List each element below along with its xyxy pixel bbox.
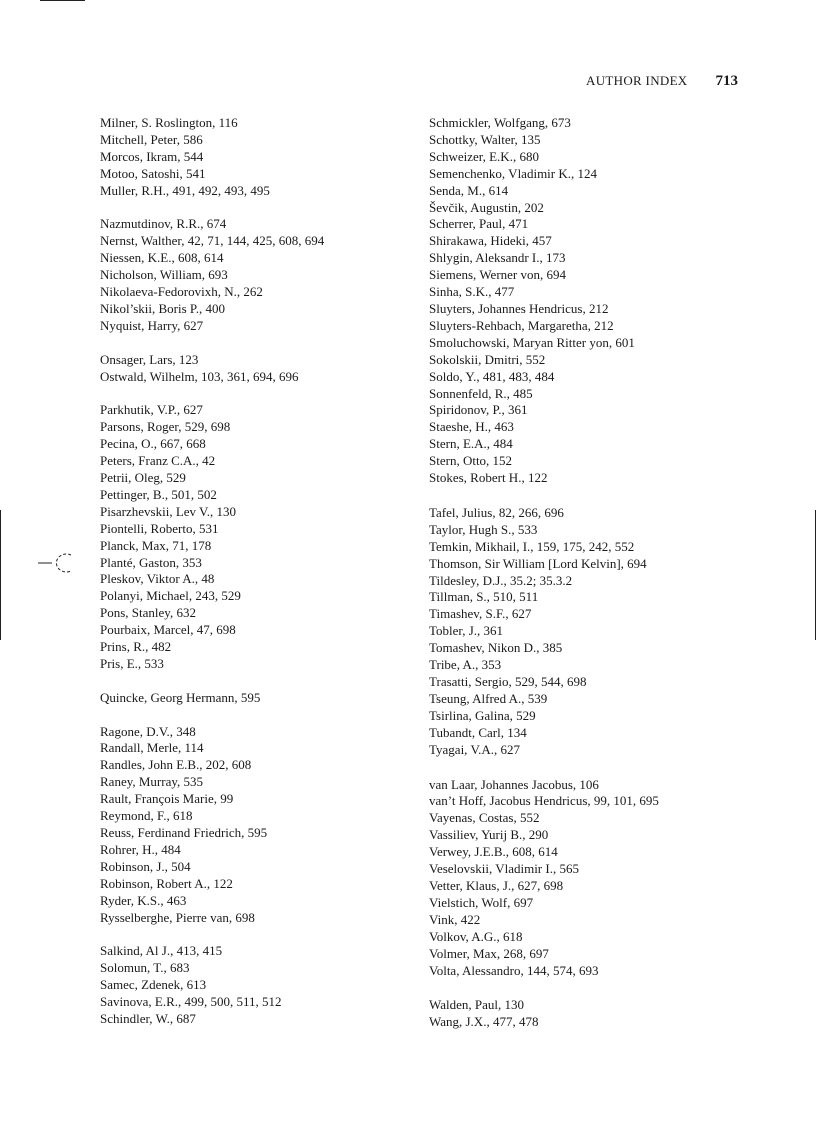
index-entry: Pris, E., 533 <box>100 655 164 671</box>
page-header <box>0 73 738 90</box>
index-entry: Schindler, W., 687 <box>100 1010 196 1026</box>
index-entry: Nikolaeva-Fedorovixh, N., 262 <box>100 284 263 300</box>
index-entry: Wang, J.X., 477, 478 <box>429 1014 539 1030</box>
index-entry: Robinson, J., 504 <box>100 858 191 874</box>
index-letter-group <box>100 216 410 334</box>
index-entry: Staeshe, H., 463 <box>429 419 514 435</box>
index-entry: Schmickler, Wolfgang, 673 <box>429 115 571 130</box>
index-entry: Sluyters-Rehbach, Margaretha, 212 <box>429 317 614 333</box>
index-entry: Spiridonov, P., 361 <box>429 402 528 418</box>
index-entry: Nernst, Walther, 42, 71, 144, 425, 608, 694 <box>100 233 325 249</box>
index-entry: Nyquist, Harry, 627 <box>100 317 204 333</box>
index-letter-group <box>100 724 410 927</box>
index-letter-group <box>429 115 749 487</box>
registration-mark-icon <box>38 551 78 575</box>
index-entry: Piontelli, Roberto, 531 <box>100 520 219 536</box>
index-letter-group <box>100 352 410 386</box>
index-entry: Sonnenfeld, R., 485 <box>429 385 533 401</box>
index-entry: Schweizer, E.K., 680 <box>429 148 539 164</box>
index-entry: Samec, Zdenek, 613 <box>100 977 207 993</box>
index-entry: Volkov, A.G., 618 <box>429 928 523 944</box>
index-entry: Tomashev, Nikon D., 385 <box>429 640 563 656</box>
index-entry: Salkind, Al J., 413, 415 <box>100 943 223 959</box>
crop-mark-top <box>40 0 85 1</box>
index-entry: Polanyi, Michael, 243, 529 <box>100 588 241 604</box>
index-entry: Ševčik, Augustin, 202 <box>429 199 544 215</box>
index-entry: Tubandt, Carl, 134 <box>429 724 527 740</box>
index-entry: Tseung, Alfred A., 539 <box>429 690 548 706</box>
index-entry: Vink, 422 <box>429 911 481 927</box>
index-entry: Shlygin, Aleksandr I., 173 <box>429 250 566 266</box>
index-entry: Soldo, Y., 481, 483, 484 <box>429 368 555 384</box>
index-entry: Milner, S. Roslington, 116 <box>100 115 238 130</box>
index-entry: Stern, E.A., 484 <box>429 436 513 452</box>
index-entry: Planck, Max, 71, 178 <box>100 537 212 553</box>
index-entry: Petrii, Oleg, 529 <box>100 469 186 485</box>
index-entry: Onsager, Lars, 123 <box>100 351 199 367</box>
index-entry: van’t Hoff, Jacobus Hendricus, 99, 101, 695 <box>429 793 659 809</box>
index-entry: Tribe, A., 353 <box>429 657 502 673</box>
index-entry: Schottky, Walter, 135 <box>429 131 541 147</box>
index-entry: Raney, Murray, 535 <box>100 774 204 790</box>
index-entry: Sinha, S.K., 477 <box>429 284 515 300</box>
index-entry: Sokolskii, Dmitri, 552 <box>429 351 546 367</box>
index-entry: Vassiliev, Yurij B., 290 <box>429 827 549 843</box>
index-entry: Tsirlina, Galina, 529 <box>429 707 536 723</box>
index-entry: Parkhutik, V.P., 627 <box>100 402 203 418</box>
index-entry: Mitchell, Peter, 586 <box>100 131 203 147</box>
index-entry: Pettinger, B., 501, 502 <box>100 486 217 502</box>
edge-line-left <box>0 510 1 640</box>
index-entry: Taylor, Hugh S., 533 <box>429 521 538 537</box>
index-entry: Randall, Merle, 114 <box>100 740 204 756</box>
index-entry: Smoluchowski, Maryan Ritter yon, 601 <box>429 334 635 350</box>
index-entry: Reuss, Ferdinand Friedrich, 595 <box>100 824 268 840</box>
index-entry: Thomson, Sir William [Lord Kelvin], 694 <box>429 555 647 571</box>
index-entry: Timashev, S.F., 627 <box>429 606 532 622</box>
index-letter-group <box>100 690 410 707</box>
index-entry: Muller, R.H., 491, 492, 493, 495 <box>100 182 270 198</box>
index-entry: Volta, Alessandro, 144, 574, 693 <box>429 962 599 978</box>
index-entry: Rysselberghe, Pierre van, 698 <box>100 909 255 925</box>
index-entry: Vayenas, Costas, 552 <box>429 810 540 826</box>
running-title: AUTHOR INDEX <box>586 73 688 88</box>
index-entry: Ostwald, Wilhelm, 103, 361, 694, 696 <box>100 368 299 384</box>
index-letter-group <box>100 402 410 673</box>
index-entry: Walden, Paul, 130 <box>429 997 524 1013</box>
index-entry: Planté, Gaston, 353 <box>100 554 202 570</box>
index-entry: Stern, Otto, 152 <box>429 453 513 469</box>
index-entry: Ryder, K.S., 463 <box>100 892 187 908</box>
index-entry: Pleskov, Viktor A., 48 <box>100 571 215 587</box>
index-entry: Pecina, O., 667, 668 <box>100 436 206 452</box>
index-entry: Niessen, K.E., 608, 614 <box>100 250 224 266</box>
index-entry: Motoo, Satoshi, 541 <box>100 165 206 181</box>
index-entry: Tafel, Julius, 82, 266, 696 <box>429 504 564 520</box>
index-entry: Prins, R., 482 <box>100 639 172 655</box>
index-entry: Temkin, Mikhail, I., 159, 175, 242, 552 <box>429 538 635 554</box>
index-entry: Nazmutdinov, R.R., 674 <box>100 216 227 232</box>
index-entry: Vielstich, Wolf, 697 <box>429 894 534 910</box>
index-entry: Scherrer, Paul, 471 <box>429 216 529 232</box>
index-entry: Stokes, Robert H., 122 <box>429 470 548 486</box>
index-entry: Senda, M., 614 <box>429 182 509 198</box>
index-entry: Rohrer, H., 484 <box>100 841 181 857</box>
index-entry: Randles, John E.B., 202, 608 <box>100 757 252 773</box>
index-entry: Shirakawa, Hideki, 457 <box>429 233 552 249</box>
index-entry: Ragone, D.V., 348 <box>100 723 196 739</box>
index-letter-group <box>429 777 749 980</box>
index-letter-group <box>100 115 410 200</box>
index-entry: Reymond, F., 618 <box>100 808 193 824</box>
index-entry: Trasatti, Sergio, 529, 544, 698 <box>429 674 587 689</box>
index-entry: Siemens, Werner von, 694 <box>429 267 566 283</box>
index-entry: Quincke, Georg Hermann, 595 <box>100 689 261 705</box>
index-entry: Peters, Franz C.A., 42 <box>100 453 216 469</box>
index-column-right <box>429 115 749 1049</box>
page-number: 713 <box>715 73 738 89</box>
index-entry: Vetter, Klaus, J., 627, 698 <box>429 877 564 893</box>
index-entry: Tobler, J., 361 <box>429 623 504 639</box>
index-entry: Nicholson, William, 693 <box>100 267 228 283</box>
index-entry: Veselovskii, Vladimir I., 565 <box>429 861 579 877</box>
index-letter-group <box>429 505 749 759</box>
index-letter-group <box>429 997 749 1031</box>
index-entry: Verwey, J.E.B., 608, 614 <box>429 844 558 860</box>
index-entry: Parsons, Roger, 529, 698 <box>100 419 231 435</box>
index-entry: Robinson, Robert A., 122 <box>100 875 233 891</box>
index-entry: Volmer, Max, 268, 697 <box>429 945 549 961</box>
index-entry: Tildesley, D.J., 35.2; 35.3.2 <box>429 572 573 588</box>
index-entry: van Laar, Johannes Jacobus, 106 <box>429 776 599 792</box>
index-entry: Nikol’skii, Boris P., 400 <box>100 300 225 316</box>
index-entry: Morcos, Ikram, 544 <box>100 148 204 164</box>
index-entry: Pourbaix, Marcel, 47, 698 <box>100 622 236 638</box>
index-entry: Tillman, S., 510, 511 <box>429 589 539 605</box>
index-entry: Pisarzhevskii, Lev V., 130 <box>100 503 237 519</box>
index-entry: Solomun, T., 683 <box>100 960 190 976</box>
index-entry: Sluyters, Johannes Hendricus, 212 <box>429 300 609 316</box>
index-column-left <box>100 115 410 1028</box>
index-entry: Rault, François Marie, 99 <box>100 791 234 807</box>
index-entry: Pons, Stanley, 632 <box>100 605 196 621</box>
index-entry: Savinova, E.R., 499, 500, 511, 512 <box>100 994 282 1010</box>
index-letter-group <box>100 943 410 1028</box>
index-entry: Tyagai, V.A., 627 <box>429 741 521 757</box>
index-entry: Semenchenko, Vladimir K., 124 <box>429 165 598 181</box>
